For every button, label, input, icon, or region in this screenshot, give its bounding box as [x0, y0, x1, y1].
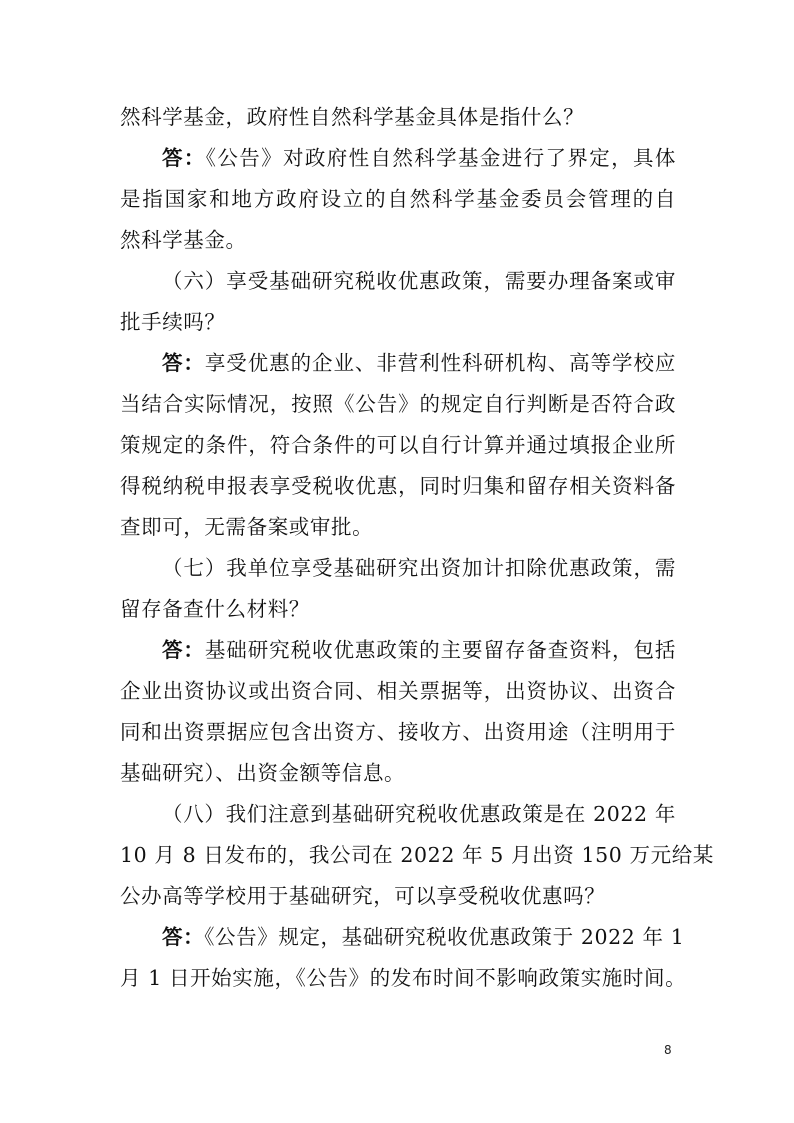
paragraph-line: 查即可，无需备案或审批。 [120, 515, 374, 539]
paragraph-line: 策规定的条件，符合条件的可以自行计算并通过填报企业所 [120, 433, 676, 457]
document-page [120, 97, 714, 999]
paragraph-line: 得税纳税申报表享受税收优惠，同时归集和留存相关资料备 [120, 474, 676, 498]
paragraph-line: 基础研究）、出资金额等信息。 [120, 761, 406, 785]
answer-line [120, 138, 676, 179]
answer-label: 答： [162, 925, 205, 949]
paragraph-line: 企业出资协议或出资合同、相关票据等，出资协议、出资合 [120, 679, 676, 703]
answer-label: 答： [162, 351, 205, 375]
paragraph-line: 是指国家和地方政府设立的自然科学基金委员会管理的自 [120, 187, 676, 211]
answer-text: 享受优惠的企业、非营利性科研机构、高等学校应 [204, 351, 677, 375]
answer-label: 答： [162, 146, 206, 170]
question-heading-cont: 留存备查什么材料？ [120, 597, 310, 621]
answer-label: 答： [162, 638, 205, 662]
answer-text: 《公告》对政府性自然科学基金进行了界定，具体 [205, 146, 677, 170]
answer-line [120, 917, 685, 958]
answer-text: 《公告》规定，基础研究税收优惠政策于 2022 年 1 [204, 925, 685, 949]
question-heading-cont: 10 月 8 日发布的，我公司在 2022 年 5 月出资 150 万元给某 [120, 843, 714, 867]
paragraph-line: 当结合实际情况，按照《公告》的规定自行判断是否符合政 [120, 392, 676, 416]
paragraph-line: 月 1 日开始实施，《公告》的发布时间不影响政策实施时间。 [120, 966, 687, 990]
answer-line [120, 630, 676, 671]
paragraph-line: 然科学基金。 [120, 228, 247, 252]
answer-line [120, 343, 676, 384]
answer-text: 基础研究税收优惠政策的主要留存备查资料，包括 [204, 638, 677, 662]
question-heading: （六）享受基础研究税收优惠政策，需要办理备案或审 [162, 269, 676, 293]
page-number: 8 [664, 1043, 672, 1057]
question-heading: （七）我单位享受基础研究出资加计扣除优惠政策，需 [162, 556, 676, 580]
paragraph-line: 同和出资票据应包含出资方、接收方、出资用途（注明用于 [120, 720, 676, 744]
question-heading-cont: 公办高等学校用于基础研究，可以享受税收优惠吗？ [120, 884, 606, 908]
paragraph-line: 然科学基金，政府性自然科学基金具体是指什么？ [120, 105, 585, 129]
question-heading: （八）我们注意到基础研究税收优惠政策是在 2022 年 [162, 802, 676, 826]
question-heading-cont: 批手续吗？ [120, 310, 226, 334]
